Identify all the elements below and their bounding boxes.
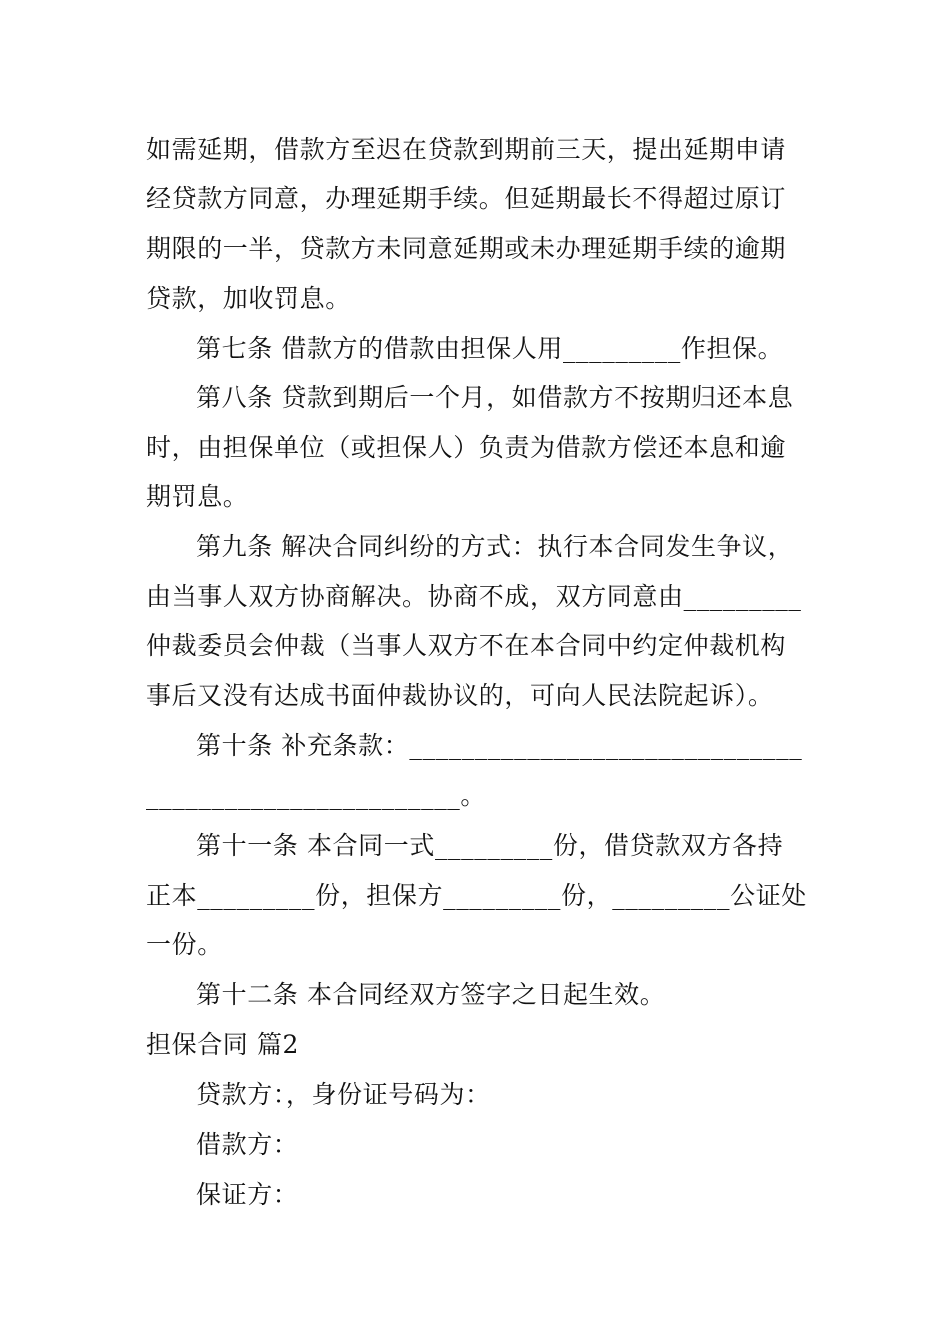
section-heading: 担保合同 篇2 — [146, 1030, 300, 1059]
paragraph-line: 时，由担保单位（或担保人）负责为借款方偿还本息和逾 — [146, 433, 787, 462]
paragraph-line: ________________________。 — [146, 781, 486, 810]
paragraph-line: 期限的一半，贷款方未同意延期或未办理延期手续的逾期 — [146, 234, 787, 263]
article-10-line: 第十条 补充条款：______________________________ — [196, 731, 803, 760]
article-12-line: 第十二条 本合同经双方签字之日起生效。 — [196, 980, 666, 1009]
paragraph-line: 经贷款方同意，办理延期手续。但延期最长不得超过原订 — [146, 184, 787, 213]
paragraph-line: 一份。 — [146, 930, 223, 959]
paragraph-line: 贷款，加收罚息。 — [146, 284, 351, 313]
article-11-line: 第十一条 本合同一式_________份，借贷款双方各持 — [196, 831, 784, 860]
paragraph-line: 如需延期，借款方至迟在贷款到期前三天，提出延期申请 — [146, 135, 787, 164]
paragraph-line: 仲裁委员会仲裁（当事人双方不在本合同中约定仲裁机构 — [146, 631, 787, 660]
article-7-line: 第七条 借款方的借款由担保人用_________作担保。 — [196, 334, 784, 363]
borrower-field: 借款方： — [196, 1130, 299, 1159]
article-9-line: 第九条 解决合同纠纷的方式：执行本合同发生争议， — [196, 532, 794, 561]
paragraph-line: 由当事人双方协商解决。协商不成，双方同意由_________ — [146, 582, 802, 611]
paragraph-line: 事后又没有达成书面仲裁协议的，可向人民法院起诉）。 — [146, 681, 774, 710]
article-8-line: 第八条 贷款到期后一个月，如借款方不按期归还本息 — [196, 383, 794, 412]
paragraph-line: 正本_________份，担保方_________份，_________公证处 — [146, 881, 807, 910]
guarantor-field: 保证方： — [196, 1180, 299, 1209]
lender-field: 贷款方：，身份证号码为： — [196, 1080, 491, 1109]
paragraph-line: 期罚息。 — [146, 482, 249, 511]
